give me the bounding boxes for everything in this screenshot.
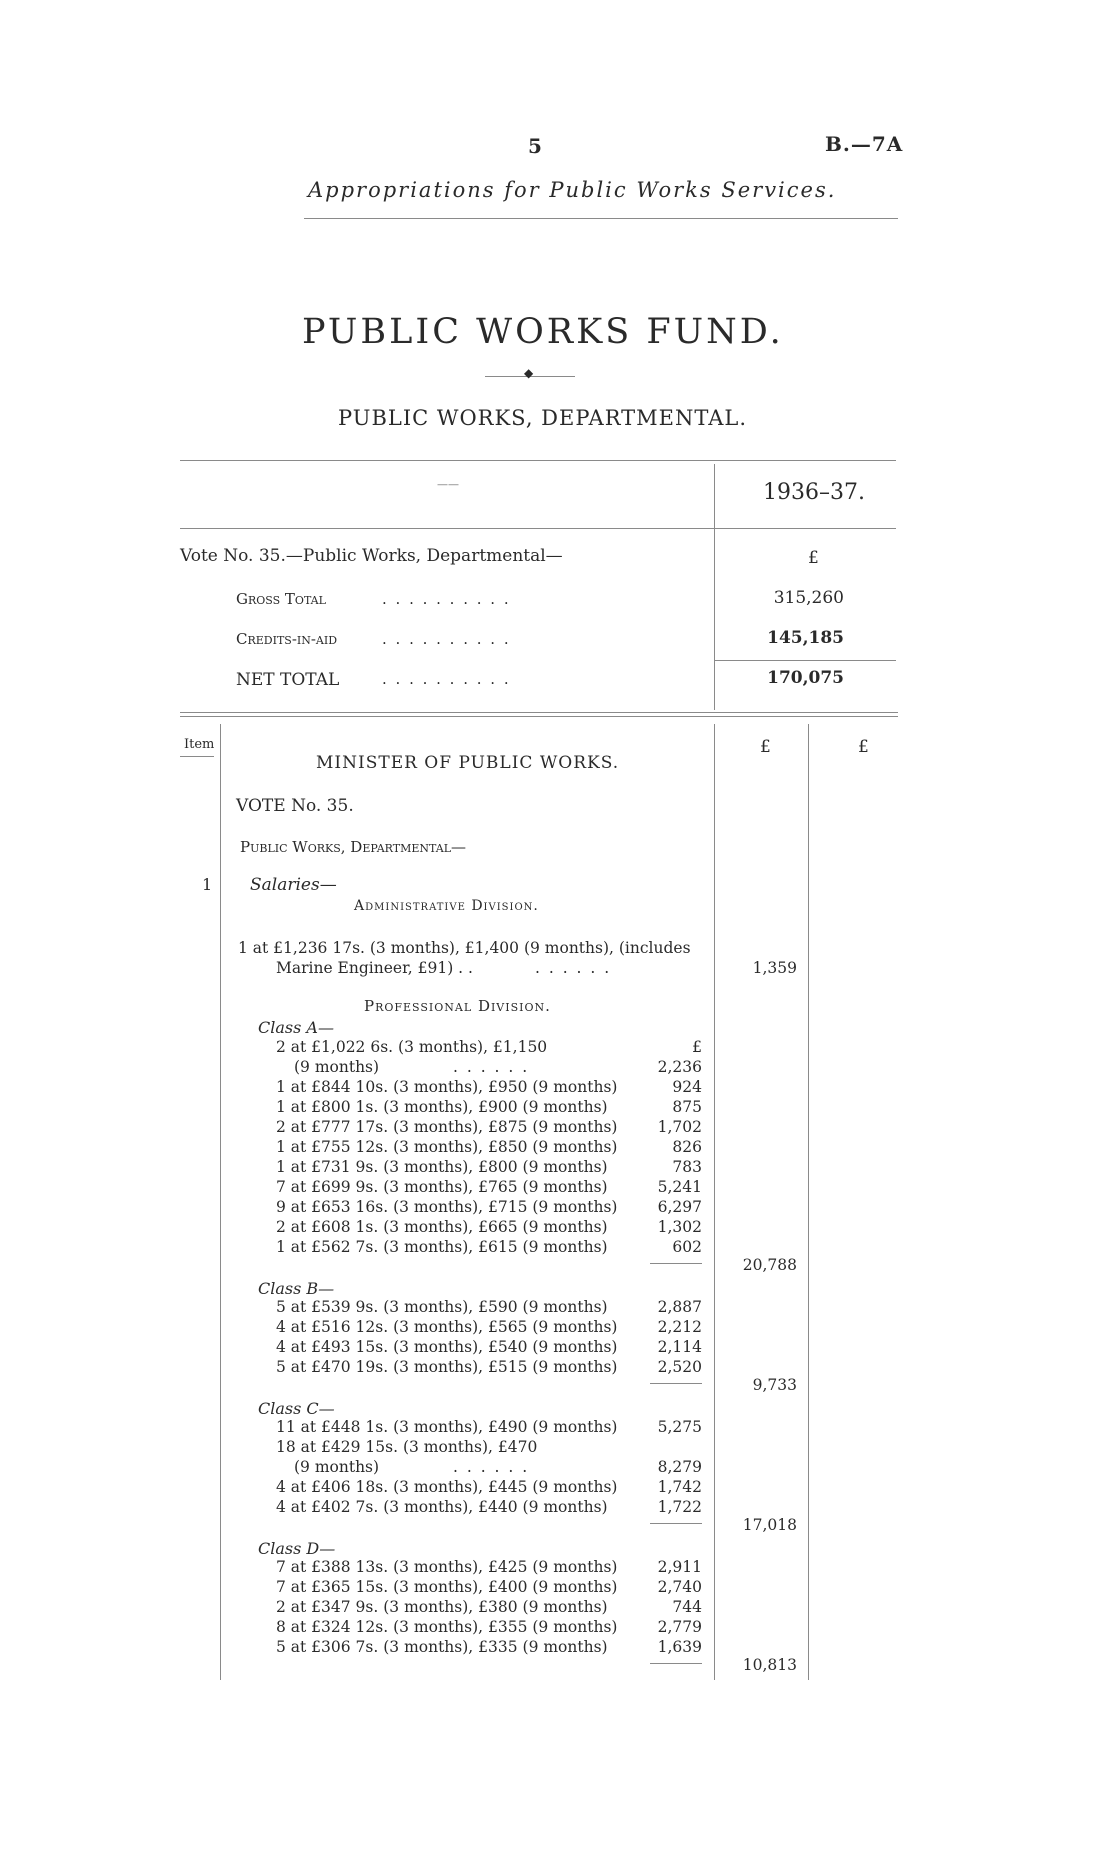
subtotal-rule	[650, 1663, 702, 1664]
salary-amount: 2,212	[657, 1318, 702, 1336]
salary-line: 4 at £516 12s. (3 months), £565 (9 months)	[276, 1318, 618, 1336]
salary-line: 9 at £653 16s. (3 months), £715 (9 months)	[276, 1198, 618, 1216]
professional-division-heading: Professional Division.	[364, 997, 551, 1015]
salaries-label: Salaries—	[250, 875, 337, 895]
subtotal-rule	[650, 1523, 702, 1524]
leader-dots: . . . . . .	[453, 1058, 530, 1076]
salary-line: 1 at £562 7s. (3 months), £615 (9 months)	[276, 1238, 608, 1256]
salary-line: 7 at £388 13s. (3 months), £425 (9 months)	[276, 1558, 618, 1576]
salary-amount: 2,114	[657, 1338, 702, 1356]
salary-amount: 5,275	[657, 1418, 702, 1436]
salary-amount: 2,911	[657, 1558, 702, 1576]
fund-title: PUBLIC WORKS FUND.	[302, 312, 784, 352]
net-total-label: NET TOTAL	[236, 670, 340, 690]
admin-salary-line: 1 at £1,236 17s. (3 months), £1,400 (9 months), (includes	[238, 939, 691, 957]
leader-dots: . . . . . .	[535, 959, 612, 977]
net-total-value: 170,075	[767, 668, 844, 688]
salary-amount: 8,279	[657, 1458, 702, 1476]
salary-amount: 1,742	[657, 1478, 702, 1496]
leader-dots: . . . . . . . . . .	[382, 590, 511, 608]
admin-salary-line-cont: Marine Engineer, £91) . .	[276, 959, 473, 977]
salary-line: 4 at £493 15s. (3 months), £540 (9 months)	[276, 1338, 618, 1356]
administrative-division-heading: Administrative Division.	[354, 898, 539, 914]
salary-line: 7 at £365 15s. (3 months), £400 (9 months)	[276, 1578, 618, 1596]
summary-currency: £	[808, 548, 819, 568]
salary-line-cont: (9 months)	[294, 1458, 380, 1476]
class-c-total: 17,018	[742, 1516, 797, 1534]
class-c-label: Class C—	[258, 1399, 335, 1418]
salary-amount: 1,639	[657, 1638, 702, 1656]
credits-in-aid-value: 145,185	[767, 628, 844, 648]
class-a-currency: £	[692, 1038, 702, 1056]
subtotal-rule	[650, 1383, 702, 1384]
class-a-first-line: 2 at £1,022 6s. (3 months), £1,150	[276, 1038, 548, 1056]
salary-amount: 1,722	[657, 1498, 702, 1516]
running-head: Appropriations for Public Works Services.	[308, 178, 837, 202]
salary-amount: 602	[672, 1238, 702, 1256]
class-d-total: 10,813	[742, 1656, 797, 1674]
section-title: PUBLIC WORKS, DEPARTMENTAL.	[338, 406, 747, 430]
salary-line: 1 at £731 9s. (3 months), £800 (9 months)	[276, 1158, 608, 1176]
class-d-label: Class D—	[258, 1539, 336, 1558]
salary-line: 7 at £699 9s. (3 months), £765 (9 months)	[276, 1178, 608, 1196]
vote-heading: VOTE No. 35.	[236, 796, 354, 816]
salary-amount: 6,297	[657, 1198, 702, 1216]
class-b-total: 9,733	[752, 1376, 797, 1394]
salary-amount: 875	[672, 1098, 702, 1116]
currency-column-header: £	[760, 737, 771, 757]
salary-amount: 5,241	[657, 1178, 702, 1196]
salary-line: 18 at £429 15s. (3 months), £470	[276, 1438, 538, 1456]
class-a-first-line-cont: (9 months)	[294, 1058, 380, 1076]
salary-line: 5 at £470 19s. (3 months), £515 (9 months)	[276, 1358, 618, 1376]
salary-line: 4 at £402 7s. (3 months), £440 (9 months)	[276, 1498, 608, 1516]
gross-total-label: Gross Total	[236, 590, 326, 608]
class-b-label: Class B—	[258, 1279, 335, 1298]
salary-amount: 826	[672, 1138, 702, 1156]
class-a-label: Class A—	[258, 1018, 334, 1037]
item-column-label: Item	[184, 737, 215, 752]
salary-amount: 783	[672, 1158, 702, 1176]
salary-line: 2 at £608 1s. (3 months), £665 (9 months)	[276, 1218, 608, 1236]
salary-line: 5 at £306 7s. (3 months), £335 (9 months)	[276, 1638, 608, 1656]
page-number: 5	[528, 134, 542, 158]
salary-amount: 924	[672, 1078, 702, 1096]
salary-line: 2 at £777 17s. (3 months), £875 (9 months)	[276, 1118, 618, 1136]
salary-amount: 2,887	[657, 1298, 702, 1316]
salary-line: 1 at £844 10s. (3 months), £950 (9 months)	[276, 1078, 618, 1096]
salary-line: 11 at £448 1s. (3 months), £490 (9 months)	[276, 1418, 618, 1436]
credits-in-aid-label: Credits-in-aid	[236, 630, 338, 648]
header-rule	[304, 218, 898, 219]
admin-division-total: 1,359	[752, 959, 797, 977]
salary-amount: 744	[672, 1598, 702, 1616]
leader-dots: . . . . . . . . . .	[382, 630, 511, 648]
salary-line: 4 at £406 18s. (3 months), £445 (9 months)	[276, 1478, 618, 1496]
salary-amount: 1,302	[657, 1218, 702, 1236]
class-a-first-amount: 2,236	[657, 1058, 702, 1076]
gross-total-value: 315,260	[773, 588, 844, 608]
leader-dots: . . . . . .	[453, 1458, 530, 1476]
currency-column-header: £	[858, 737, 869, 757]
salary-amount: 2,779	[657, 1618, 702, 1636]
salary-line: 8 at £324 12s. (3 months), £355 (9 months)	[276, 1618, 618, 1636]
class-a-total: 20,788	[742, 1256, 797, 1274]
salary-amount: 2,520	[657, 1358, 702, 1376]
salary-line: 1 at £800 1s. (3 months), £900 (9 months)	[276, 1098, 608, 1116]
salary-amount: 2,740	[657, 1578, 702, 1596]
department-heading: Public Works, Departmental—	[240, 838, 467, 856]
salary-amount: 1,702	[657, 1118, 702, 1136]
vote-line: Vote No. 35.—Public Works, Departmental—	[180, 546, 563, 566]
salary-line: 2 at £347 9s. (3 months), £380 (9 months)	[276, 1598, 608, 1616]
year-column-header: 1936–37.	[763, 480, 865, 505]
leader-dots: . . . . . . . . . .	[382, 670, 511, 688]
minister-heading: MINISTER OF PUBLIC WORKS.	[316, 753, 620, 773]
document-reference: B.—7A	[825, 132, 904, 156]
subtotal-rule	[650, 1263, 702, 1264]
column-header-dash: ——	[437, 478, 459, 491]
salary-line: 5 at £539 9s. (3 months), £590 (9 months)	[276, 1298, 608, 1316]
item-number: 1	[202, 875, 213, 894]
salary-line: 1 at £755 12s. (3 months), £850 (9 months)	[276, 1138, 618, 1156]
